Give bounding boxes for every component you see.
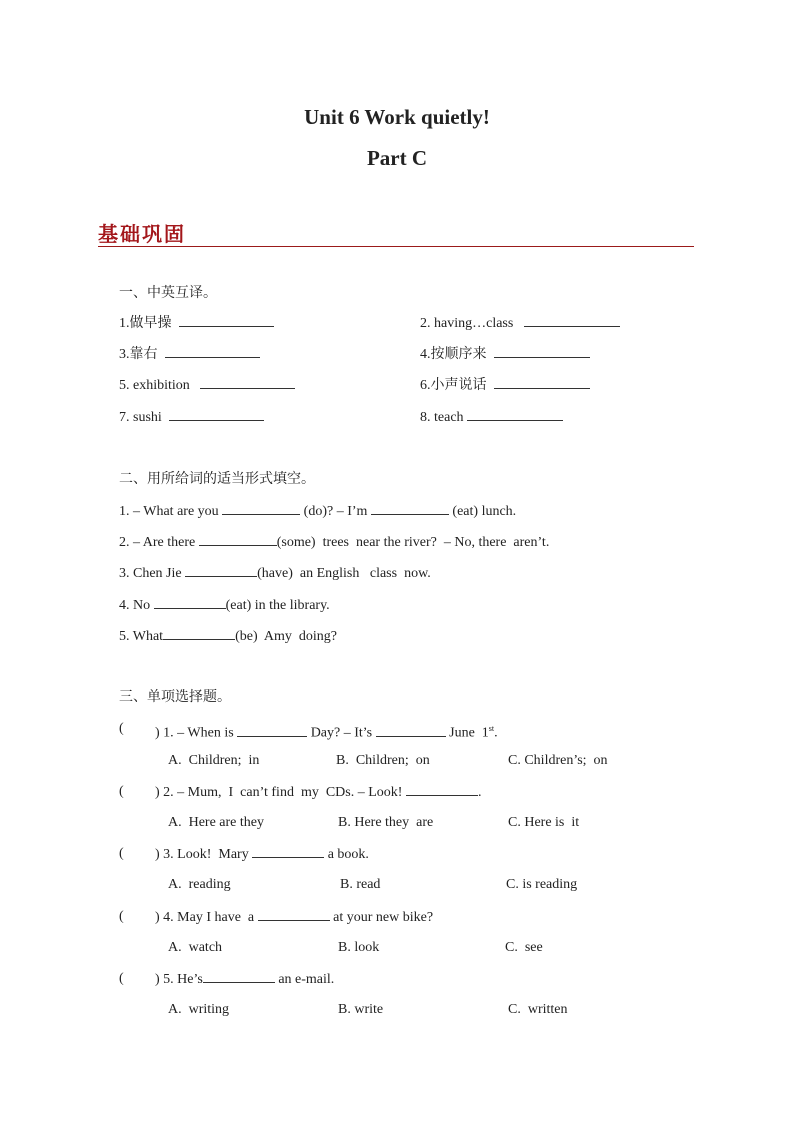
question-row: 1. – What are you (do)? – I’m (eat) lunch. <box>119 504 517 519</box>
answer-blank[interactable] <box>165 345 260 358</box>
question-stem: ) 4. May I have a at your new bike? <box>155 910 434 925</box>
list-item: 2. having…class <box>420 314 620 333</box>
answer-paren[interactable]: ( <box>119 909 124 924</box>
answer-blank[interactable] <box>524 314 620 327</box>
question-stem: ) 2. – Mum, I can’t find my CDs. – Look! . <box>155 785 482 800</box>
part3-heading: 三、单项选择题。 <box>119 689 231 705</box>
list-item: 4.按顺序来 <box>420 345 590 364</box>
option-a[interactable]: A. Here are they <box>168 815 265 830</box>
list-item: 8. teach <box>420 408 563 427</box>
option-a[interactable]: A. Children; in <box>168 753 260 768</box>
answer-blank[interactable] <box>169 408 264 421</box>
answer-blank[interactable] <box>200 376 295 389</box>
answer-paren[interactable]: ( <box>119 846 124 861</box>
option-c[interactable]: C. is reading <box>506 877 578 892</box>
list-item: 3.靠右 <box>119 345 260 364</box>
question-stem: ) 3. Look! Mary a book. <box>155 847 369 862</box>
answer-paren[interactable]: ( <box>119 784 124 799</box>
question-stem: ) 5. He’s an e-mail. <box>155 972 335 987</box>
answer-blank[interactable] <box>163 627 235 640</box>
answer-blank[interactable] <box>203 970 275 983</box>
answer-blank[interactable] <box>406 783 478 796</box>
answer-blank[interactable] <box>376 724 446 737</box>
answer-blank[interactable] <box>494 376 590 389</box>
option-b[interactable]: B. look <box>338 940 380 955</box>
answer-blank[interactable] <box>237 724 307 737</box>
option-a[interactable]: A. writing <box>168 1002 230 1017</box>
question-stem: ) 1. – When is Day? – It’s June 1st. <box>155 724 498 741</box>
page-title: Unit 6 Work quietly! <box>304 105 490 129</box>
answer-blank[interactable] <box>179 314 274 327</box>
answer-blank[interactable] <box>371 502 449 515</box>
part1-heading: 一、中英互译。 <box>119 285 217 301</box>
list-item: 6.小声说话 <box>420 376 590 395</box>
option-a[interactable]: A. reading <box>168 877 231 892</box>
answer-blank[interactable] <box>222 502 300 515</box>
answer-blank[interactable] <box>494 345 590 358</box>
answer-paren[interactable]: ( <box>119 721 124 736</box>
section-header <box>98 218 694 247</box>
option-b[interactable]: B. Here they are <box>338 815 434 830</box>
option-a[interactable]: A. watch <box>168 940 223 955</box>
section-label: 基础巩固 <box>98 222 186 246</box>
option-b[interactable]: B. Children; on <box>336 753 430 768</box>
option-b[interactable]: B. write <box>338 1002 384 1017</box>
answer-blank[interactable] <box>252 845 324 858</box>
answer-blank[interactable] <box>185 564 257 577</box>
answer-blank[interactable] <box>258 908 330 921</box>
list-item: 7. sushi <box>119 408 264 427</box>
answer-blank[interactable] <box>199 533 277 546</box>
option-c[interactable]: C. see <box>505 940 543 955</box>
option-c[interactable]: C. Here is it <box>508 815 580 830</box>
question-row: 3. Chen Jie (have) an English class now. <box>119 566 431 581</box>
option-b[interactable]: B. read <box>340 877 381 892</box>
option-c[interactable]: C. written <box>508 1002 568 1017</box>
answer-blank[interactable] <box>154 596 226 609</box>
question-row: 5. What (be) Amy doing? <box>119 629 337 644</box>
answer-blank[interactable] <box>467 408 563 421</box>
answer-paren[interactable]: ( <box>119 971 124 986</box>
question-row: 4. No (eat) in the library. <box>119 598 330 613</box>
question-row: 2. – Are there (some) trees near the river? – No, there aren’t. <box>119 535 550 550</box>
list-item: 1.做早操 <box>119 314 274 333</box>
part2-heading: 二、用所给词的适当形式填空。 <box>119 471 315 487</box>
option-c[interactable]: C. Children’s; on <box>508 753 608 768</box>
list-item: 5. exhibition <box>119 376 295 395</box>
page-subtitle: Part C <box>366 146 428 170</box>
